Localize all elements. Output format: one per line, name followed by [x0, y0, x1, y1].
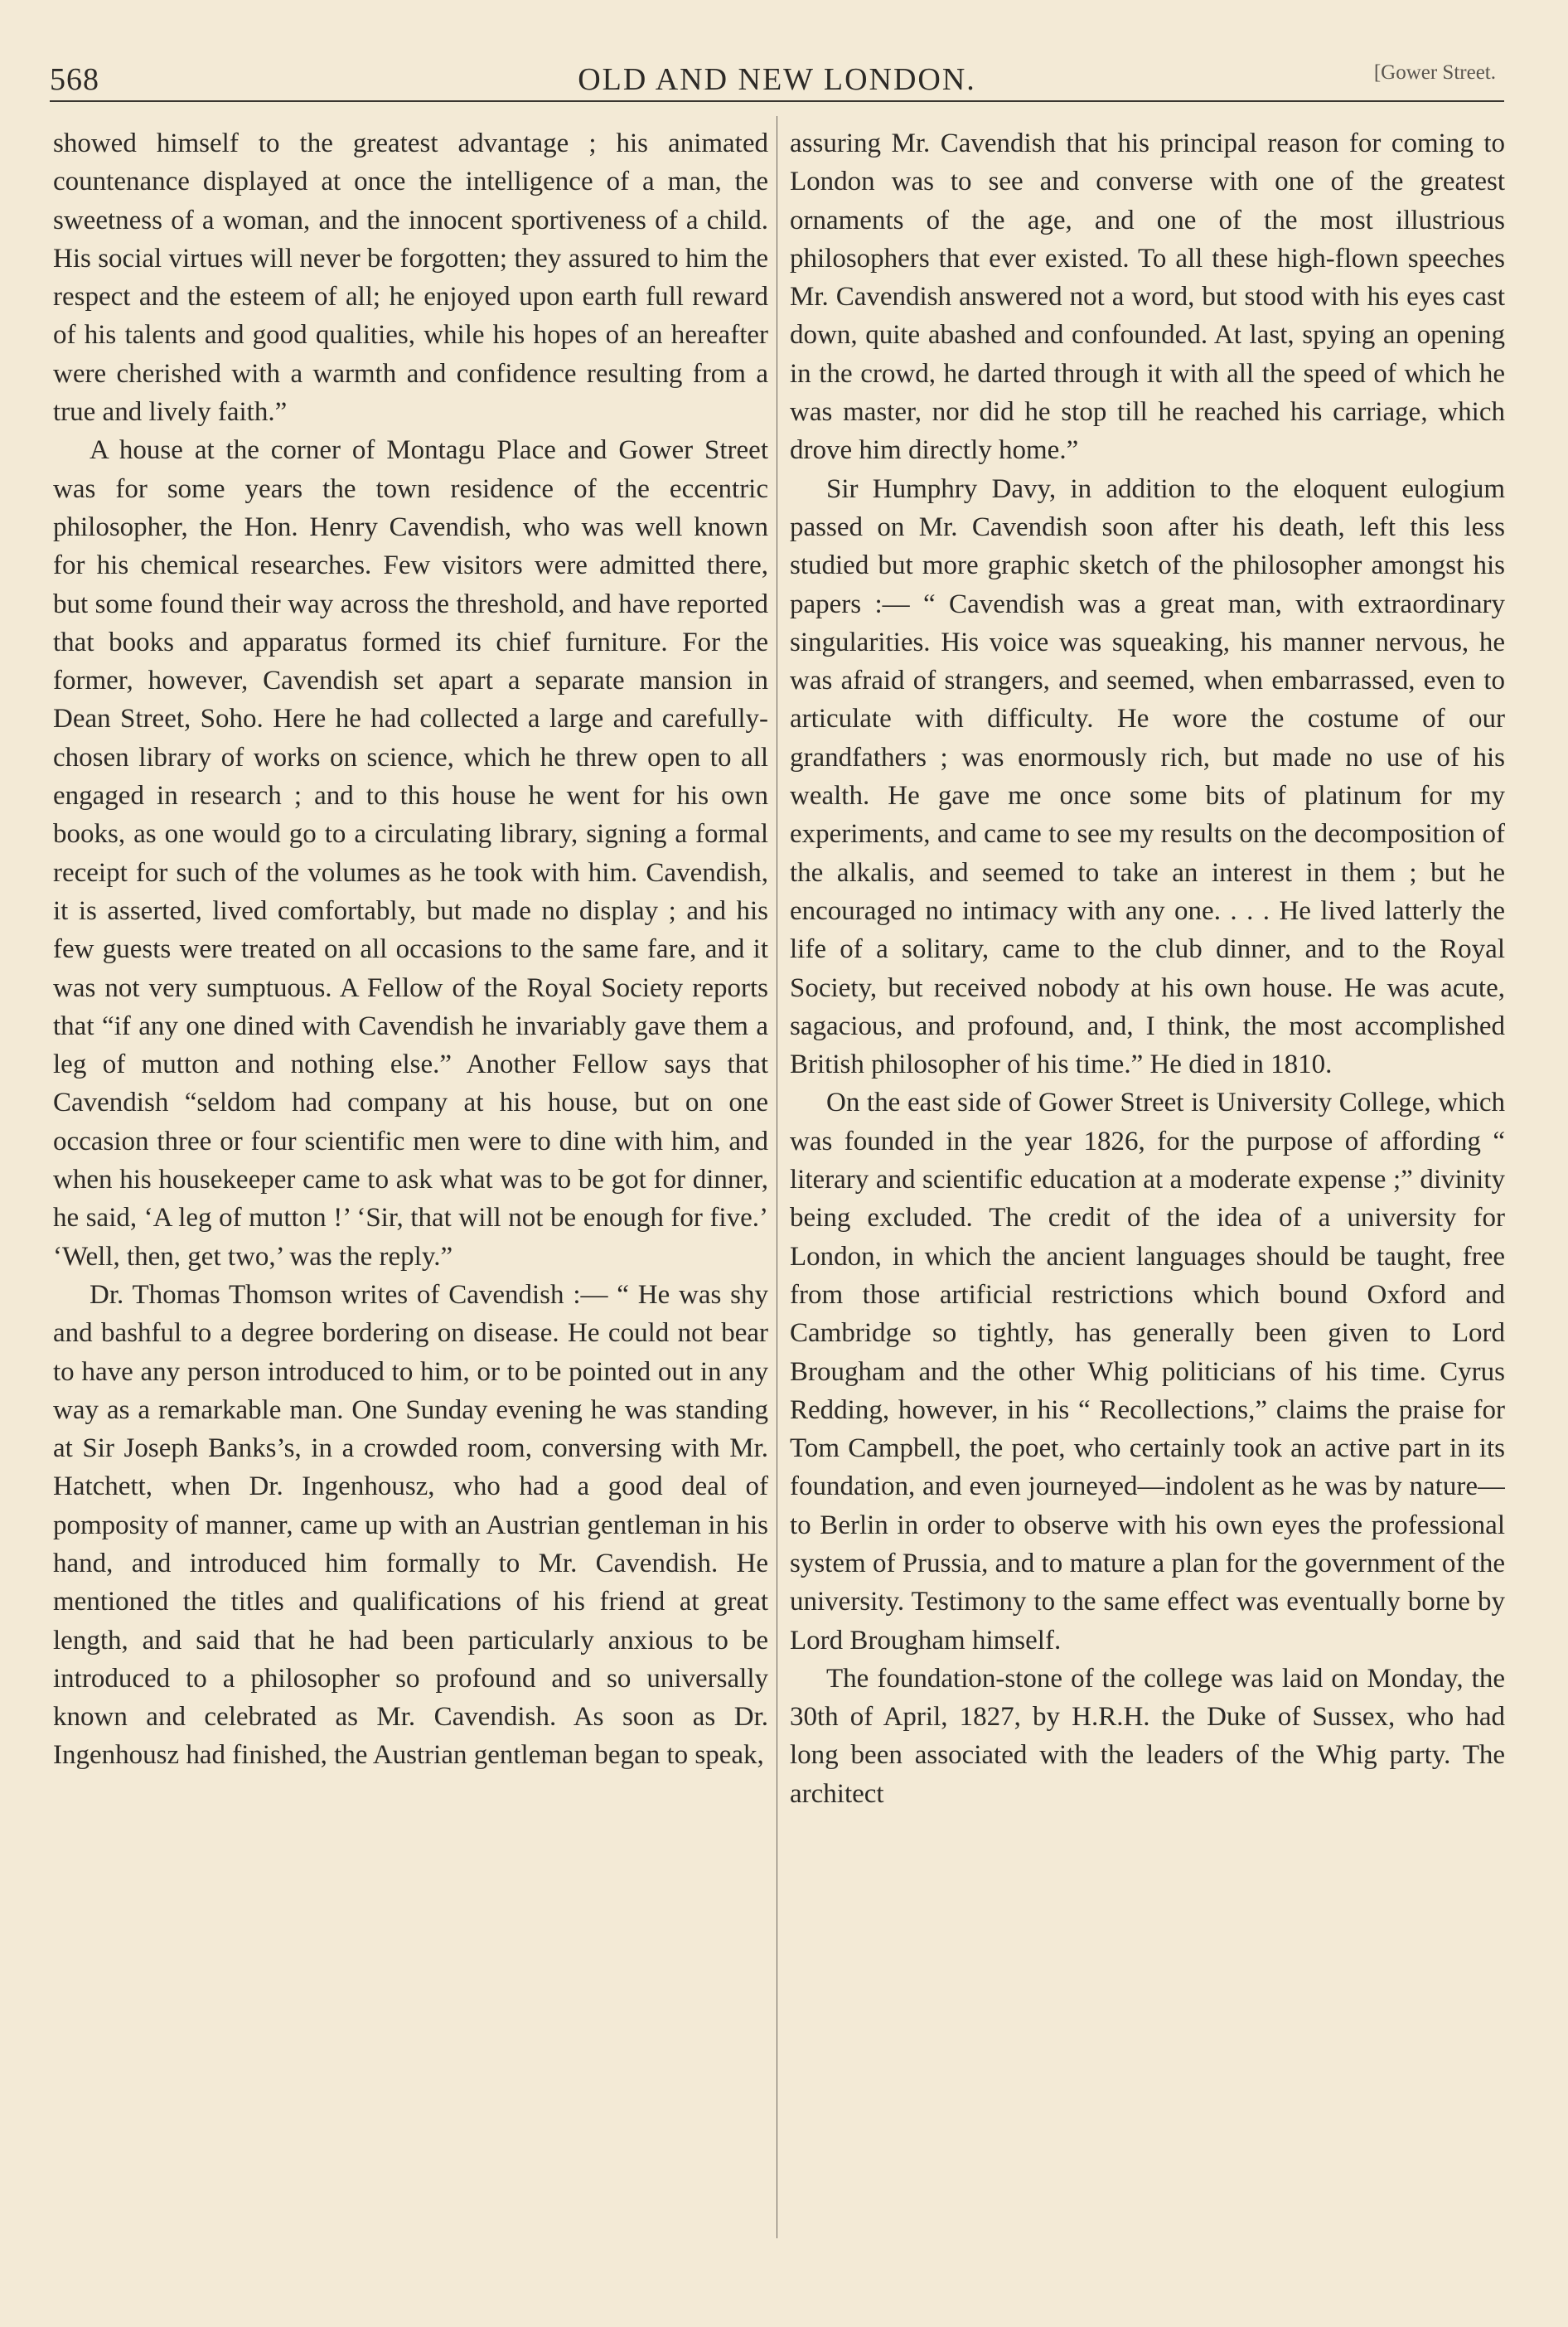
- header-rule: [50, 100, 1504, 102]
- paragraph: showed himself to the greatest advantage ; his animated countenance displayed at once the intelligence of a man, the sweetness of a woman, and the innocent sportiveness of a child. His social virtues will never be forgotten; they assured to him the respect and the esteem of all; he enjoyed upon earth full reward of his talents and good qualities, while his hopes of an hereafter were cherished with a warmth and confidence resulting from a true and lively faith.”: [53, 128, 768, 428]
- page-header: [50, 53, 1504, 103]
- paragraph: The foundation-stone of the college was laid on Monday, the 30th of April, 1827, by H.R.H. the Duke of Sussex, who had long been associated with the leaders of the Whig party. The architect: [790, 1663, 1505, 1809]
- section-label: [Gower Street.: [1373, 61, 1496, 84]
- paragraph: On the east side of Gower Street is University College, which was founded in the year 1826, for the purpose of affording “ literary and scientific education at a moderate expense ;” divinity being excluded. The credit of the idea of a university for London, in which the ancient languages should be taught, free from those artificial restrictions which bound Oxford and Cambridge so tightly, has generally been given to Lord Brougham and the other Whig politicians of his time. Cyrus Redding, however, in his “ Recollections,” claims the praise for Tom Campbell, the poet, who certainly took an active part in its foundation, and even journeyed—indolent as he was by nature— to Berlin in order to observe with his own eyes the professional system of Prussia, and to mature a plan for the government of the university. Testimony to the same effect was eventually borne by Lord Brougham himself.: [790, 1088, 1505, 1656]
- right-column: [790, 124, 1505, 2247]
- running-title: OLD AND NEW LONDON.: [578, 62, 976, 97]
- paragraph: assuring Mr. Cavendish that his principal reason for coming to London was to see and converse with one of the greatest ornaments of the age, and one of the most illustrious philosophers that ever existed. To all these high-flown speeches Mr. Cavendish answered not a word, but stood with his eyes cast down, quite abashed and confounded. At last, spying an opening in the crowd, he darted through it with all the speed of which he was master, nor did he stop till he reached his carriage, which drove him directly home.”: [790, 128, 1505, 466]
- page-number: 568: [50, 62, 99, 97]
- paragraph: A house at the corner of Montagu Place and Gower Street was for some years the town residence of the eccentric philosopher, the Hon. Henry Cavendish, who was well known for his chemical researches. Few visitors were admitted there, but some found their way across the threshold, and have reported that books and apparatus formed its chief furniture. For the former, however, Cavendish set apart a separate mansion in Dean Street, Soho. Here he had collected a large and carefully-chosen library of works on science, which he threw open to all engaged in research ; and to this house he went for his own books, as one would go to a circulating library, signing a formal receipt for such of the volumes as he took with him. Cavendish, it is asserted, lived comfortably, but made no display ; and his few guests were treated on all occasions to the same fare, and it was not very sumptuous. A Fellow of the Royal Society reports that “if any one dined with Cavendish he invariably gave them a leg of mutton and nothing else.” Another Fellow says that Cavendish “seldom had company at his house, but on one occasion three or four scientific men were to dine with him, and when his housekeeper came to ask what was to be got for dinner, he said, ‘A leg of mutton !’ ‘Sir, that will not be enough for five.’ ‘Well, then, get two,’ was the reply.”: [53, 435, 768, 1272]
- paragraph: Sir Humphry Davy, in addition to the eloquent eulogium passed on Mr. Cavendish soon after his death, left this less studied but more graphic sketch of the philosopher amongst his papers :— “ Cavendish was a great man, with extraordinary singularities. His voice was squeaking, his manner nervous, he was afraid of strangers, and seemed, when embarrassed, even to articulate with difficulty. He wore the costume of our grandfathers ; was enormously rich, but made no use of his wealth. He gave me once some bits of platinum for my experiments, and came to see my results on the decomposition of the alkalis, and seemed to take an interest in them ; but he encouraged no intimacy with any one. . . . He lived latterly the life of a solitary, came to the club dinner, and to the Royal Society, but received nobody at his own house. He was acute, sagacious, and profound, and, I think, the most accomplished British philosopher of his time.” He died in 1810.: [790, 473, 1505, 1080]
- paragraph: Dr. Thomas Thomson writes of Cavendish :— “ He was shy and bashful to a degree bordering on disease. He could not bear to have any person introduced to him, or to be pointed out in any way as a remarkable man. One Sunday evening he was standing at Sir Joseph Banks’s, in a crowded room, conversing with Mr. Hatchett, when Dr. Ingenhousz, who had a good deal of pomposity of manner, came up with an Austrian gentleman in his hand, and introduced him formally to Mr. Cavendish. He mentioned the titles and qualifications of his friend at great length, and said that he had been particularly anxious to be introduced to a philosopher so profound and so universally known and celebrated as Mr. Cavendish. As soon as Dr. Ingenhousz had finished, the Austrian gentleman began to speak,: [53, 1279, 768, 1771]
- left-column: [53, 124, 768, 2247]
